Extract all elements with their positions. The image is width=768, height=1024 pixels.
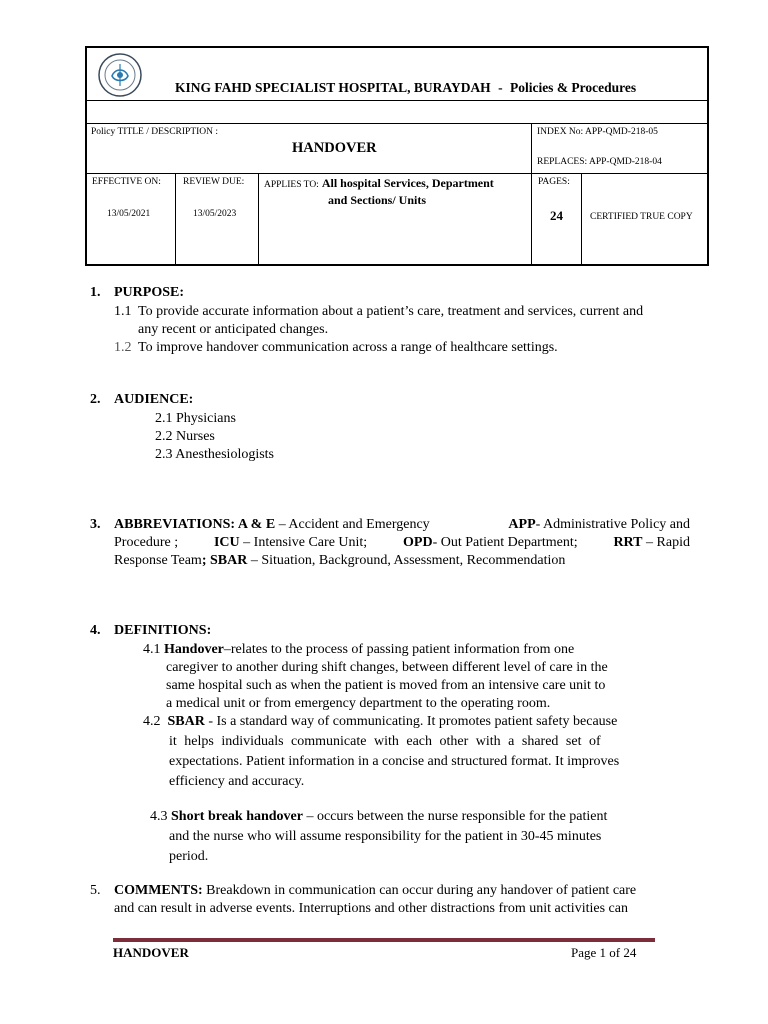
definition-sbar-line: efficiency and accuracy. bbox=[169, 774, 305, 789]
review-date: 13/05/2023 bbox=[193, 209, 237, 219]
hospital-title-line: KING FAHD SPECIALIST HOSPITAL, BURAYDAH - Policies & Procedures bbox=[175, 80, 637, 95]
purpose-heading: 1. PURPOSE: bbox=[90, 285, 184, 300]
page-number: Page 1 of 24 bbox=[571, 945, 637, 960]
definition-handover-line: a medical unit or from emergency department to the operating room. bbox=[166, 696, 551, 711]
section-name: Policies & Procedures bbox=[509, 80, 637, 95]
definition-handover-line: same hospital such as when the patient is moved from an intensive care unit to bbox=[166, 678, 606, 693]
definition-short-break-line: and the nurse who will assume responsibility for the patient in 30-45 minutes bbox=[169, 829, 602, 844]
footer-divider bbox=[113, 938, 655, 942]
policy-title-label: Policy TITLE / DESCRIPTION : bbox=[91, 127, 219, 137]
definition-short-break: 4.3 Short break handover – occurs between the nurse responsible for the patient bbox=[150, 809, 608, 824]
purpose-item-1: 1.1 To provide accurate information about a patient’s care, treatment and services, current and bbox=[114, 304, 644, 319]
footer-title: HANDOVER bbox=[113, 945, 189, 960]
purpose-item-2: 1.2 To improve handover communication across a range of healthcare settings. bbox=[114, 340, 558, 355]
review-label: REVIEW DUE: bbox=[183, 177, 245, 187]
applies-to-line2: and Sections/ Units bbox=[328, 193, 427, 207]
purpose-item-1-cont: any recent or anticipated changes. bbox=[138, 322, 329, 337]
effective-date: 13/05/2021 bbox=[107, 209, 151, 219]
definition-handover-line: caregiver to another during shift changes, between different level of care in the bbox=[166, 660, 608, 675]
definition-sbar-line: expectations. Patient information in a concise and structured format. It improves bbox=[169, 754, 620, 769]
pages-label: PAGES: bbox=[538, 177, 570, 187]
pages-value: 24 bbox=[550, 208, 563, 223]
abbreviations-line1: 3. ABBREVIATIONS: A & E – Accident and Emergency APP- Administrative Policy and bbox=[90, 517, 690, 532]
definition-handover: 4.1 Handover–relates to the process of passing patient information from one bbox=[143, 642, 575, 657]
replaces-number: REPLACES: APP-QMD-218-04 bbox=[537, 157, 662, 167]
definitions-heading: 4. DEFINITIONS: bbox=[90, 623, 212, 638]
comments-line1: 5. COMMENTS: Breakdown in communication can occur during any handover of patient care bbox=[90, 883, 637, 898]
index-number: INDEX No: APP-QMD-218-05 bbox=[537, 127, 658, 137]
definition-short-break-line: period. bbox=[169, 849, 209, 864]
comments-line2: and can result in adverse events. Interruptions and other distractions from unit activities can bbox=[114, 901, 628, 916]
audience-heading: 2. AUDIENCE: bbox=[90, 392, 194, 407]
abbreviations-line2: Procedure ; ICU – Intensive Care Unit; OPD- Out Patient Department; RRT – Rapid bbox=[114, 535, 690, 550]
definition-sbar: 4.2 SBAR - Is a standard way of communicating. It promotes patient safety because bbox=[143, 714, 618, 729]
policy-header-table bbox=[85, 46, 709, 266]
applies-to: APPLIES TO: All hospital Services, Department bbox=[264, 176, 494, 190]
hospital-logo bbox=[97, 52, 143, 98]
effective-label: EFFECTIVE ON: bbox=[92, 177, 161, 187]
policy-title: HANDOVER bbox=[292, 140, 377, 156]
hospital-name: KING FAHD SPECIALIST HOSPITAL, BURAYDAH bbox=[175, 80, 491, 95]
audience-item: 2.3 Anesthesiologists bbox=[155, 447, 275, 462]
audience-item: 2.1 Physicians bbox=[155, 411, 236, 426]
audience-item: 2.2 Nurses bbox=[155, 429, 215, 444]
certified-copy: CERTIFIED TRUE COPY bbox=[590, 212, 693, 222]
definition-sbar-line: it helps individuals communicate with each other with a shared set of bbox=[169, 734, 601, 749]
abbreviations-line3: Response Team; SBAR – Situation, Background, Assessment, Recommendation bbox=[114, 553, 566, 568]
